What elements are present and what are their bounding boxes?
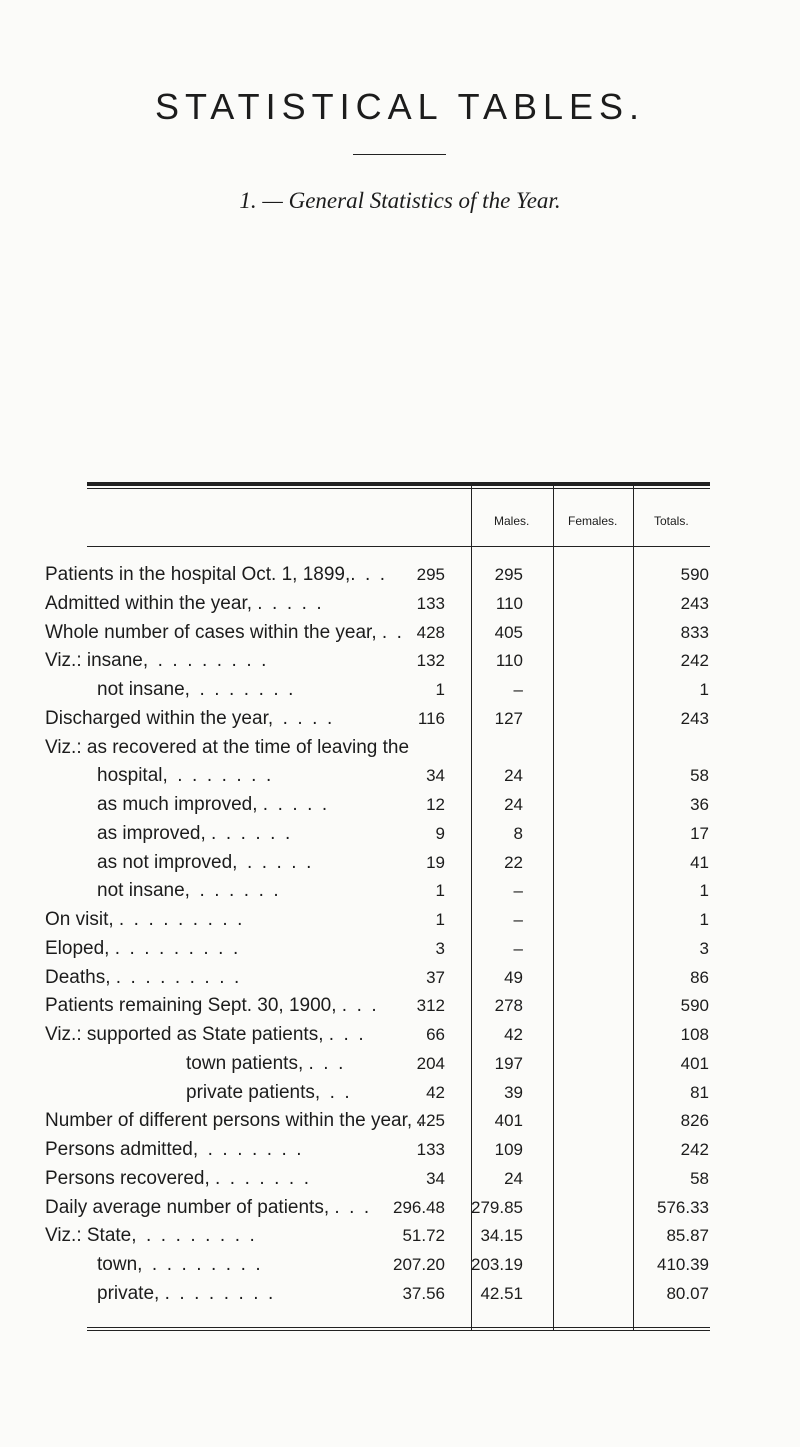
- table-row: [0, 909, 800, 935]
- cell-males: 116: [417, 708, 445, 728]
- cell-females: 197: [494, 1053, 523, 1073]
- cell-totals: 36: [690, 795, 709, 814]
- cell-females: 203.19: [471, 1255, 523, 1274]
- cell-totals: 242: [680, 1140, 709, 1159]
- cell-females: 295: [494, 565, 523, 584]
- table-top-rule-thin: [87, 488, 710, 489]
- table-row: [0, 737, 800, 763]
- row-label: On visit, . . . . . . . . .: [45, 909, 243, 930]
- cell-totals: 833: [680, 622, 709, 642]
- cell-males: 133: [416, 593, 445, 613]
- cell-totals: 58: [690, 766, 709, 786]
- cell-females: 42: [504, 1025, 523, 1044]
- cell-females: 110: [495, 651, 523, 671]
- row-label: Number of different persons within the year, .: [45, 1110, 423, 1132]
- cell-totals: 243: [680, 708, 709, 728]
- cell-males: 312: [416, 996, 445, 1016]
- cell-females: 39: [504, 1082, 523, 1102]
- row-label: Viz.: supported as State patients, . . .: [45, 1024, 364, 1045]
- row-label: not insane, . . . . . .: [97, 880, 279, 902]
- table-row: [0, 1024, 800, 1050]
- table-row: [0, 1254, 800, 1280]
- row-label: Patients in the hospital Oct. 1, 1899,. . .: [45, 564, 386, 585]
- cell-totals: 590: [680, 996, 709, 1016]
- cell-males: 19: [426, 852, 445, 872]
- table-row: [0, 1197, 800, 1223]
- cell-totals: 242: [680, 651, 709, 671]
- row-label: private patients, . .: [186, 1081, 350, 1103]
- cell-females: 24: [504, 766, 523, 786]
- cell-males: 37: [426, 967, 445, 987]
- cell-females: –: [513, 680, 523, 699]
- cell-males: 1: [435, 910, 445, 929]
- cell-females: –: [513, 881, 523, 901]
- row-label: Viz.: insane, . . . . . . . .: [45, 650, 267, 672]
- cell-males: 51.72: [402, 1226, 445, 1246]
- cell-males: 3: [435, 938, 445, 958]
- table-row: [0, 880, 800, 906]
- table-row: [0, 593, 800, 619]
- row-label: as not improved, . . . . .: [97, 851, 312, 873]
- cell-females: 22: [504, 852, 523, 872]
- row-label: as improved, . . . . . .: [97, 822, 291, 844]
- cell-females: 401: [494, 1111, 523, 1131]
- row-label: Deaths, . . . . . . . . .: [45, 966, 240, 988]
- cell-females: –: [513, 910, 523, 929]
- cell-males: 1: [435, 680, 445, 699]
- table-row: [0, 823, 800, 849]
- cell-males: 37.56: [402, 1283, 445, 1303]
- row-label: town patients, . . .: [186, 1052, 344, 1074]
- table-row: [0, 1283, 800, 1309]
- table-row: [0, 564, 800, 590]
- table-bottom-rule: [87, 1327, 710, 1328]
- cell-females: 110: [495, 593, 523, 613]
- row-label: Viz.: as recovered at the time of leaving the: [45, 736, 410, 758]
- page-title: STATISTICAL TABLES.: [154, 86, 646, 127]
- row-label: hospital, . . . . . . .: [97, 765, 272, 787]
- cell-females: –: [513, 938, 523, 958]
- cell-females: 8: [513, 823, 523, 843]
- cell-totals: 3: [699, 938, 709, 958]
- cell-totals: 243: [680, 593, 709, 613]
- cell-females: 42.51: [480, 1283, 523, 1303]
- table-row: [0, 679, 800, 705]
- cell-females: 279.85: [471, 1197, 523, 1217]
- row-label: Viz.: State, . . . . . . . .: [45, 1225, 255, 1247]
- table-row: [0, 794, 800, 820]
- row-label: Admitted within the year, . . . . .: [45, 592, 322, 614]
- cell-totals: 108: [680, 1025, 709, 1044]
- cell-females: 278: [494, 996, 523, 1016]
- cell-totals: 410.39: [657, 1255, 709, 1274]
- table-bottom-rule-second: [87, 1330, 710, 1331]
- cell-totals: 80.07: [666, 1283, 709, 1303]
- row-label: Eloped, . . . . . . . . .: [45, 937, 239, 959]
- cell-males: 133: [416, 1140, 445, 1159]
- cell-totals: 576.33: [657, 1197, 709, 1217]
- table-row: [0, 1082, 800, 1108]
- row-label: private, . . . . . . . .: [97, 1282, 274, 1304]
- cell-totals: 1: [699, 910, 709, 929]
- table-title: 1. — General Statistics of the Year.: [239, 188, 561, 213]
- cell-males: 9: [435, 823, 445, 843]
- row-label: not insane, . . . . . . .: [97, 679, 294, 700]
- cell-totals: 58: [690, 1168, 709, 1188]
- column-header-totals: Totals.: [654, 514, 689, 528]
- cell-totals: 826: [680, 1111, 709, 1131]
- row-label: as much improved, . . . . .: [97, 794, 328, 815]
- cell-males: 1: [435, 881, 445, 901]
- cell-totals: 81: [690, 1082, 709, 1102]
- column-header-males: Males.: [494, 514, 530, 528]
- cell-totals: 590: [680, 565, 709, 584]
- cell-females: 24: [504, 795, 523, 814]
- table-row: [0, 967, 800, 993]
- table-row: [0, 1110, 800, 1136]
- cell-males: 132: [416, 651, 445, 671]
- cell-females: 49: [504, 967, 523, 987]
- table-row: [0, 1053, 800, 1079]
- table-row: [0, 650, 800, 676]
- cell-females: 109: [494, 1140, 523, 1159]
- cell-totals: 1: [699, 680, 709, 699]
- table-row: [0, 1168, 800, 1194]
- row-label: Discharged within the year, . . . .: [45, 707, 333, 729]
- row-label: town, . . . . . . . .: [97, 1254, 261, 1275]
- cell-females: 34.15: [480, 1226, 523, 1246]
- header-bottom-rule: [87, 546, 710, 547]
- cell-males: 425: [416, 1111, 445, 1131]
- cell-males: 12: [426, 795, 445, 814]
- cell-totals: 85.87: [666, 1226, 709, 1246]
- row-label: Daily average number of patients, . . .: [45, 1196, 370, 1218]
- cell-males: 66: [426, 1025, 445, 1044]
- row-label: Persons admitted, . . . . . . .: [45, 1139, 302, 1160]
- table-row: [0, 938, 800, 964]
- table-row: [0, 1225, 800, 1251]
- cell-males: 296.48: [393, 1197, 445, 1217]
- cell-males: 207.20: [393, 1255, 445, 1274]
- title-divider: [353, 154, 446, 155]
- cell-females: 127: [494, 708, 523, 728]
- cell-females: 24: [504, 1168, 523, 1188]
- cell-males: 34: [426, 1168, 445, 1188]
- cell-males: 34: [426, 766, 445, 786]
- table-row: [0, 765, 800, 791]
- cell-totals: 401: [680, 1053, 709, 1073]
- table-row: [0, 852, 800, 878]
- cell-males: 204: [416, 1053, 445, 1073]
- column-header-females: Females.: [568, 514, 618, 528]
- cell-totals: 41: [690, 852, 709, 872]
- table-row: [0, 1139, 800, 1165]
- cell-totals: 1: [699, 881, 709, 901]
- table-row: [0, 708, 800, 734]
- row-label: Whole number of cases within the year, . .: [45, 621, 402, 643]
- table-row: [0, 622, 800, 648]
- cell-males: 295: [416, 565, 445, 584]
- cell-totals: 86: [690, 967, 709, 987]
- cell-males: 428: [416, 622, 445, 642]
- cell-females: 405: [494, 622, 523, 642]
- row-label: Persons recovered, . . . . . . .: [45, 1167, 309, 1189]
- cell-totals: 17: [690, 823, 709, 843]
- table-row: [0, 995, 800, 1021]
- row-label: Patients remaining Sept. 30, 1900, . . .: [45, 995, 377, 1017]
- cell-males: 42: [426, 1082, 445, 1102]
- table-top-rule: [87, 482, 710, 486]
